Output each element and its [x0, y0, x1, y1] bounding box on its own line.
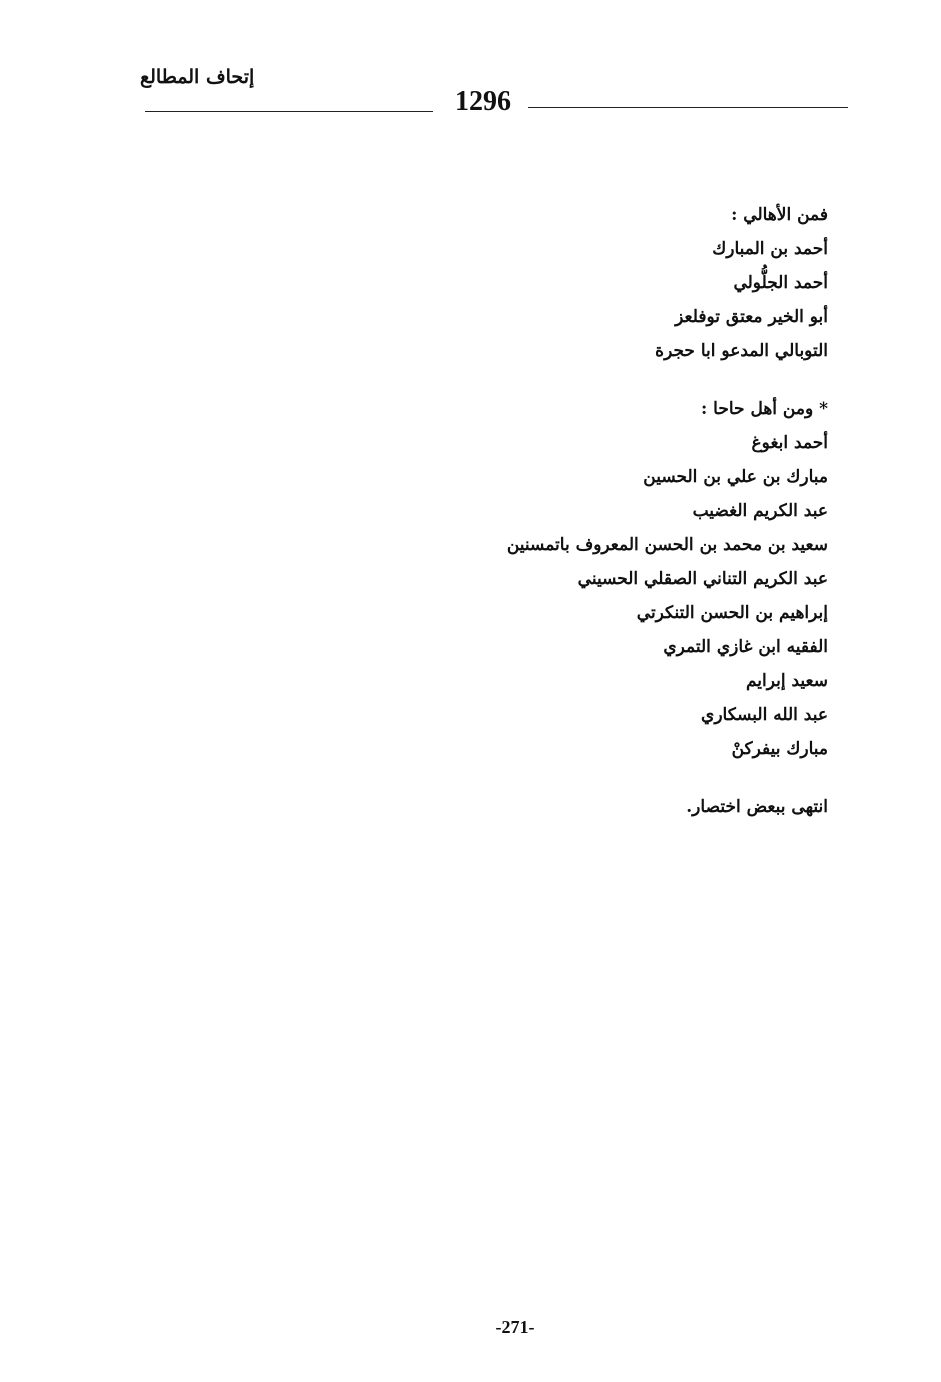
list-item: الفقيه ابن غازي التمري — [663, 637, 828, 657]
closing-note: انتهى ببعض اختصار. — [686, 797, 828, 817]
list-item: مبارك بيفركنْ — [731, 739, 828, 759]
section-heading-locals: فمن الأهالي : — [731, 205, 828, 225]
header-year: 1296 — [455, 86, 511, 117]
page-number: -271- — [495, 1317, 535, 1337]
list-item: عبد الله البسكاري — [701, 705, 828, 725]
list-item: مبارك بن علي بن الحسين — [643, 467, 828, 487]
list-item: سعيد بن محمد بن الحسن المعروف باتمسنين — [506, 535, 828, 555]
running-book-title: إتحاف المطالع — [140, 66, 255, 88]
list-item: أبو الخير معتق توفلعز — [675, 307, 828, 327]
list-item: سعيد إبرايم — [745, 671, 828, 691]
list-item: أحمد ابغوغ — [751, 433, 828, 453]
list-item: عبد الكريم التناني الصقلي الحسيني — [577, 569, 828, 589]
list-item: أحمد الجلُّولي — [733, 273, 828, 293]
header-rule-left — [145, 111, 433, 112]
section-spacer — [408, 368, 828, 392]
list-item: عبد الكريم الغضيب — [692, 501, 828, 521]
section-spacer — [408, 766, 828, 790]
list-item: التوبالي المدعو ابا حجرة — [655, 341, 828, 361]
list-item: أحمد بن المبارك — [712, 239, 828, 259]
page-header — [0, 0, 941, 130]
header-rule-right — [528, 107, 848, 108]
list-item: إبراهيم بن الحسن التنكرتي — [636, 603, 828, 623]
section-heading-haha: * ومن أهل حاحا : — [700, 399, 828, 419]
page-body — [408, 198, 828, 824]
